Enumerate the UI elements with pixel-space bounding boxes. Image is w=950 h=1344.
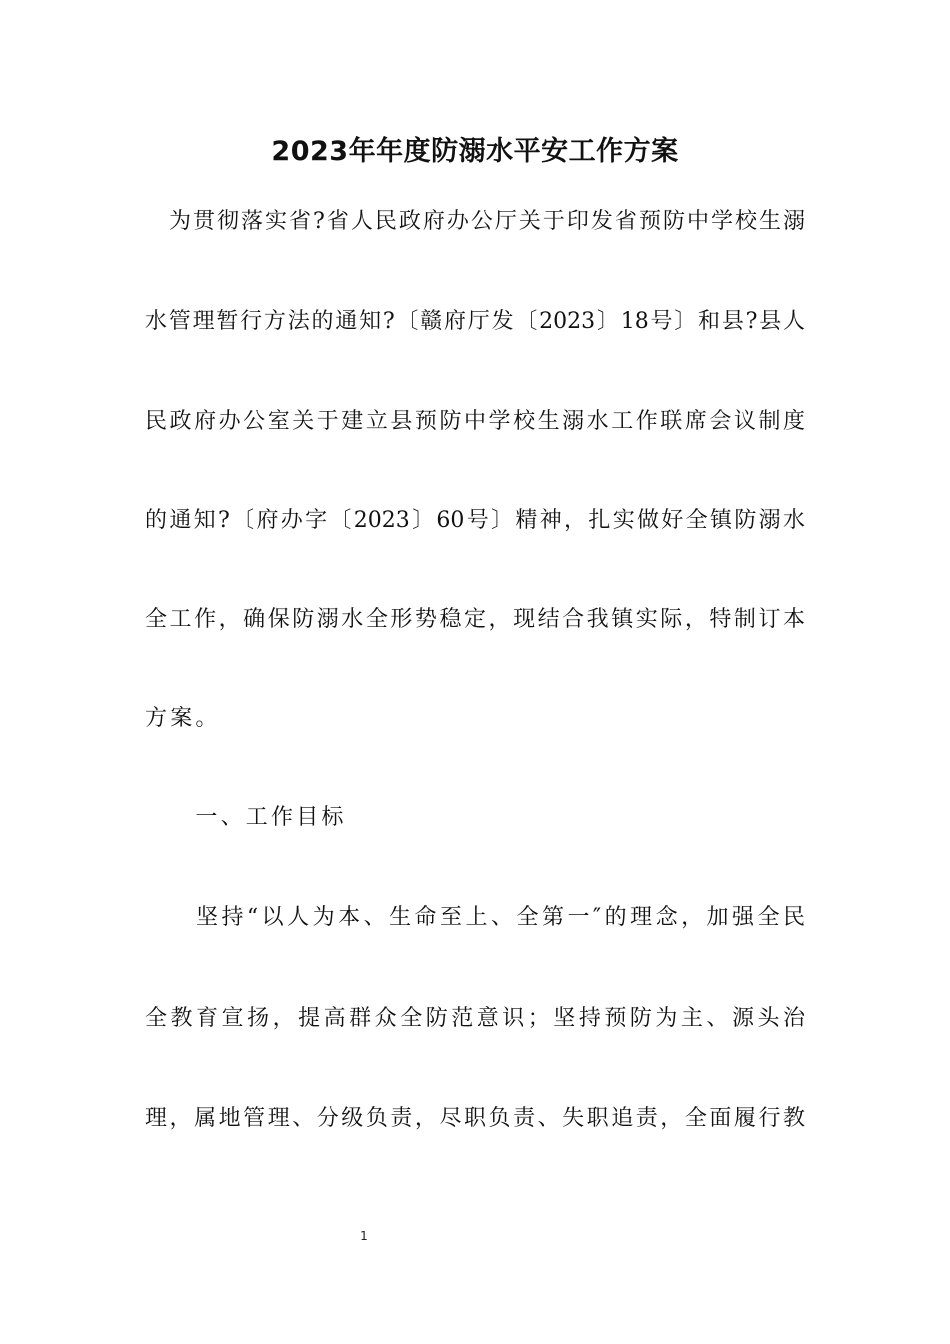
paragraph-line: 全工作，确保防溺水全形势稳定，现结合我镇实际，特制订本 [145, 607, 805, 632]
paragraph-line: 理，属地管理、分级负责，尽职负责、失职追责，全面履行教 [145, 1106, 805, 1131]
paragraph-line: 为贯彻落实省?省人民政府办公厅关于印发省预防中学校生溺 [145, 209, 805, 234]
section-heading: 一、工作目标 [145, 805, 347, 830]
paragraph-line: 坚持“以人为本、生命至上、全第一″的理念，加强全民 [145, 905, 805, 930]
paragraph-line: 水管理暂行方法的通知?〔赣府厅发〔2023〕18号〕和县?县人 [145, 309, 805, 334]
document-title: 2023年年度防溺水平安工作方案 [271, 136, 679, 167]
paragraph-line: 方案。 [145, 706, 221, 731]
paragraph-line: 全教育宣扬，提高群众全防范意识；坚持预防为主、源头治 [145, 1006, 805, 1031]
paragraph-line: 民政府办公室关于建立县预防中学校生溺水工作联席会议制度 [145, 409, 805, 434]
page-number: 1 [360, 1229, 368, 1243]
paragraph-line: 的通知?〔府办字〔2023〕60号〕精神，扎实做好全镇防溺水 [145, 508, 805, 533]
